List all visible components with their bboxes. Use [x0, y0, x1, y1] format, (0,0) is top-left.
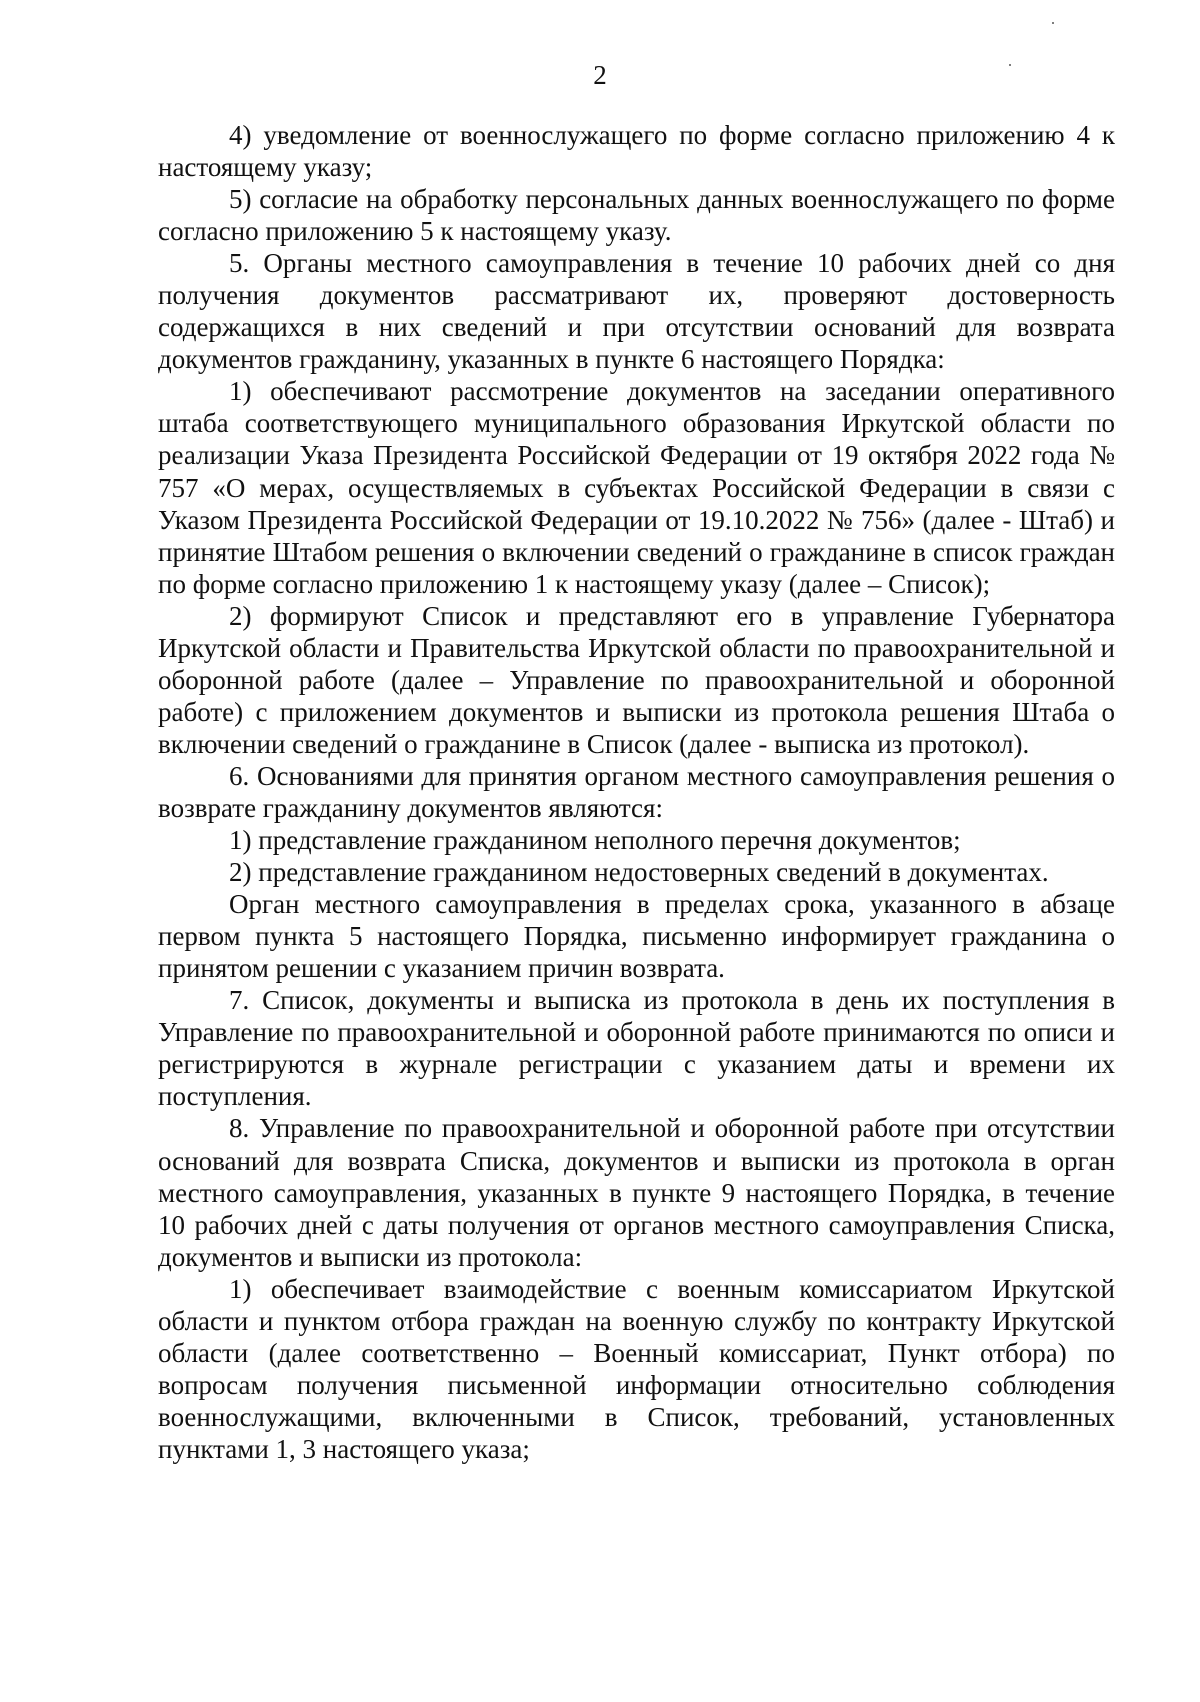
paragraph-clause-5-item-1: 1) обеспечивают рассмотрение документов на заседании оперативного штаба соответствующего муниципального образования Иркутской области по реализации Указа Президента Российской Федерации от 19 октября 2022 года № 757 «О мерах, осуществляемых в субъектах Российской Федерации в связи с Указом Президента Российской Федерации от 19.10.2022 № 756» (далее - Штаб) и принятие Штабом решения о включении сведений о гражданине в список граждан по форме согласно приложению 1 к настоящему указу (далее – Список);	[158, 376, 1115, 599]
page-number: 2	[593, 60, 607, 90]
paragraph-clause-8-item-1: 1) обеспечивает взаимодействие с военным комиссариатом Иркутской области и пунктом отбора граждан на военную службу по контракту Иркутской области (далее соответственно – Военный комиссариат, Пункт отбора) по вопросам получения письменной информации относительно соблюдения военнослужащими, включенными в Список, требований, установленных пунктами 1, 3 настоящего указа;	[158, 1273, 1115, 1464]
paragraph-clause-5-item-2: 2) формируют Список и представляют его в управление Губернатора Иркутской области и Правительства Иркутской области по правоохранительной и оборонной работе (далее – Управление по правоохранительной и оборонной работе) с приложением документов и выписки из протокола решения Штаба о включении сведений о гражданине в Список (далее - выписка из протокол).	[158, 600, 1115, 759]
paragraph-clause-6-notice: Орган местного самоуправления в пределах срока, указанного в абзаце первом пункта 5 настоящего Порядка, письменно информирует гражданина о принятом решении с указанием причин возврата.	[158, 889, 1115, 984]
paragraph-clause-6: 6. Основаниями для принятия органом местного самоуправления решения о возврате гражданину документов являются:	[158, 760, 1115, 823]
paragraph-clause-5: 5. Органы местного самоуправления в течение 10 рабочих дней со дня получения документов рассматривают их, проверяют достоверность содержащихся в них сведений и при отсутствии оснований для возврата документов гражданину, указанных в пункте 6 настоящего Порядка:	[158, 248, 1115, 375]
paragraph-clause-6-item-2: 2) представление гражданином недостоверных сведений в документах.	[229, 857, 1049, 888]
paragraph-item-4-notification: 4) уведомление от военнослужащего по форме согласно приложению 4 к настоящему указу;	[158, 120, 1115, 183]
paragraph-clause-6-item-1: 1) представление гражданином неполного перечня документов;	[229, 825, 961, 856]
paragraph-clause-8: 8. Управление по правоохранительной и оборонной работе при отсутствии оснований для возврата Списка, документов и выписки из протокола в орган местного самоуправления, указанных в пункте 9 настоящего Порядка, в течение 10 рабочих дней с даты получения от органов местного самоуправления Списка, документов и выписки из протокола:	[158, 1113, 1115, 1272]
paragraph-clause-7: 7. Список, документы и выписка из протокола в день их поступления в Управление по правоохранительной и оборонной работе принимаются по описи и регистрируются в журнале регистрации с указанием даты и времени их поступления.	[158, 985, 1115, 1112]
paragraph-item-5-consent: 5) согласие на обработку персональных данных военнослужащего по форме согласно приложению 5 к настоящему указу.	[158, 184, 1115, 247]
document-body	[158, 119, 1115, 1465]
scan-speck	[1052, 22, 1054, 24]
